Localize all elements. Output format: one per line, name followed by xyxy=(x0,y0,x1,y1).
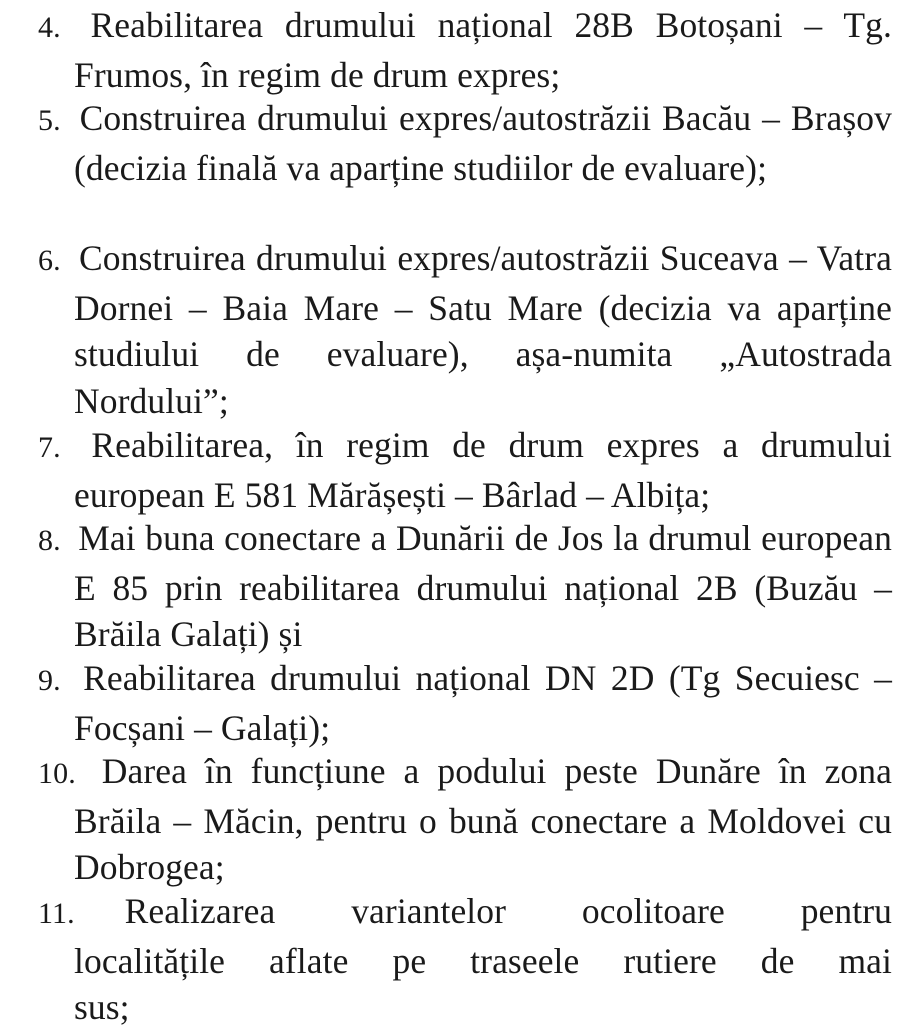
item-number: 4. xyxy=(38,11,61,44)
list-item xyxy=(38,235,892,422)
item-number: 8. xyxy=(38,524,61,557)
item-number: 11. xyxy=(38,897,75,930)
list-item xyxy=(38,748,892,888)
list-item xyxy=(38,0,892,95)
item-text: Construirea drumului expres/autostrăzii Suceava – Vatra Dornei – Baia Mare – Satu Mare (decizia va aparține studiului de evaluare), așa-numita „Autostrada Nordului”; xyxy=(74,238,892,421)
list-item xyxy=(38,95,892,235)
item-number: 10. xyxy=(38,757,76,790)
item-number: 6. xyxy=(38,244,61,277)
item-text: Construirea drumului expres/autostrăzii Bacău – Brașov (decizia finală va aparține studiilor de evaluare); xyxy=(74,98,892,188)
list-item xyxy=(38,515,892,655)
item-number: 7. xyxy=(38,431,61,464)
list-item xyxy=(38,422,892,515)
list-item xyxy=(38,888,892,1027)
numbered-list xyxy=(38,0,892,1027)
item-text: Reabilitarea, în regim de drum expres a drumului european E 581 Mărășești – Bârlad – Albița; xyxy=(74,425,892,515)
item-text: Realizarea variantelor ocolitoare pentru localitățile aflate pe traseele rutiere de mai sus; xyxy=(74,891,892,1027)
item-number: 5. xyxy=(38,104,61,137)
item-number: 9. xyxy=(38,664,61,697)
item-text: Reabilitarea drumului național 28B Botoșani – Tg. Frumos, în regim de drum expres; xyxy=(74,5,892,95)
item-text: Darea în funcțiune a podului peste Dunăre în zona Brăila – Măcin, pentru o bună conectare a Moldovei cu Dobrogea; xyxy=(74,751,892,887)
item-text: Reabilitarea drumului național DN 2D (Tg Secuiesc – Focșani – Galați); xyxy=(74,658,892,748)
item-text: Mai buna conectare a Dunării de Jos la drumul european E 85 prin reabilitarea drumului național 2B (Buzău – Brăila Galați) și xyxy=(74,518,892,654)
list-item xyxy=(38,655,892,748)
